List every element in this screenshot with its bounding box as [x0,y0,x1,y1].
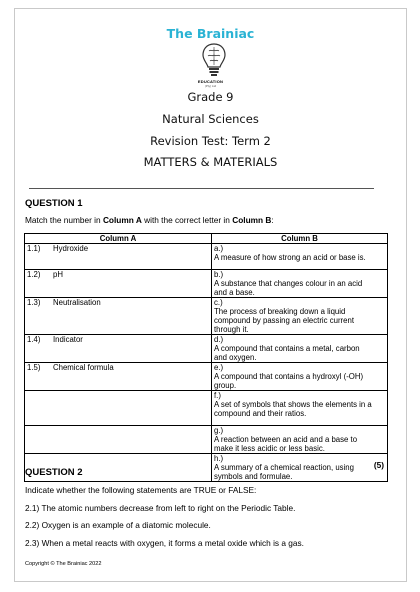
row-number: 1.4) [27,335,41,344]
row-term: pH [53,270,63,279]
table-row [25,298,388,335]
row-term: Hydroxide [53,244,89,253]
row-number: 1.2) [27,270,41,279]
row-term: Indicator [53,335,83,344]
question-2-item: 2.2) Oxygen is an example of a diatomic molecule. [25,520,211,530]
row-definition: A compound that contains a hydroxyl (-OH) group. [214,372,364,390]
grade-heading: Grade 9 [187,90,234,104]
question-2-instruction: Indicate whether the following statements are TRUE or FALSE: [25,485,257,495]
row-letter: b.) [214,270,224,279]
table-row [25,391,388,426]
brand-title: The Brainiac [166,26,255,41]
row-letter: g.) [214,426,224,435]
column-a-header: Column A [25,234,212,244]
question-1-title: QUESTION 1 [25,198,83,209]
row-term: Chemical formula [53,363,114,372]
row-definition: A substance that changes colour in an acid and a base. [214,279,363,297]
row-letter: h.) [214,454,224,463]
question-1-marks: (5) [373,460,384,470]
table-row [25,244,388,270]
divider [29,188,374,189]
row-definition: A measure of how strong an acid or base is. [214,253,366,262]
row-definition: A set of symbols that shows the elements in a compound and their ratios. [214,400,372,418]
test-heading: Revision Test: Term 2 [150,134,271,148]
row-letter: e.) [214,363,224,372]
table-row [25,270,388,298]
row-letter: c.) [214,298,223,307]
table-row [25,363,388,391]
question-2-item: 2.3) When a metal reacts with oxygen, it forms a metal oxide which is a gas. [25,538,304,548]
table-row [25,335,388,363]
row-definition: A summary of a chemical reaction, using symbols and formulae. [214,463,354,481]
row-letter: f.) [214,391,221,400]
row-letter: a.) [214,244,224,253]
row-definition: The process of breaking down a liquid compound by passing an electric current through it. [214,307,354,334]
logo-subtext: (Pty) Ltd [204,84,217,88]
row-number: 1.1) [27,244,41,253]
row-letter: d.) [214,335,224,344]
table-row [25,426,388,454]
matching-table [24,233,388,482]
logo-text: EDUCATION [197,79,224,84]
row-number: 1.3) [27,298,41,307]
subject-heading: Natural Sciences [162,112,259,126]
question-1-instruction: Match the number in Column A with the correct letter in Column B: [25,215,274,225]
row-number: 1.5) [27,363,41,372]
row-definition: A compound that contains a metal, carbon and oxygen. [214,344,360,362]
worksheet-page [14,8,407,582]
row-term: Neutralisation [53,298,101,307]
topic-heading: MATTERS & MATERIALS [143,155,278,169]
copyright-footer: Copyright © The Brainiac 2022 [25,561,102,567]
lightbulb-brain-icon [199,41,229,81]
row-definition: A reaction between an acid and a base to make it less acidic or less basic. [214,435,358,453]
question-2-title: QUESTION 2 [25,467,83,478]
question-2-item: 2.1) The atomic numbers decrease from left to right on the Periodic Table. [25,503,296,513]
column-b-header: Column B [212,234,388,244]
